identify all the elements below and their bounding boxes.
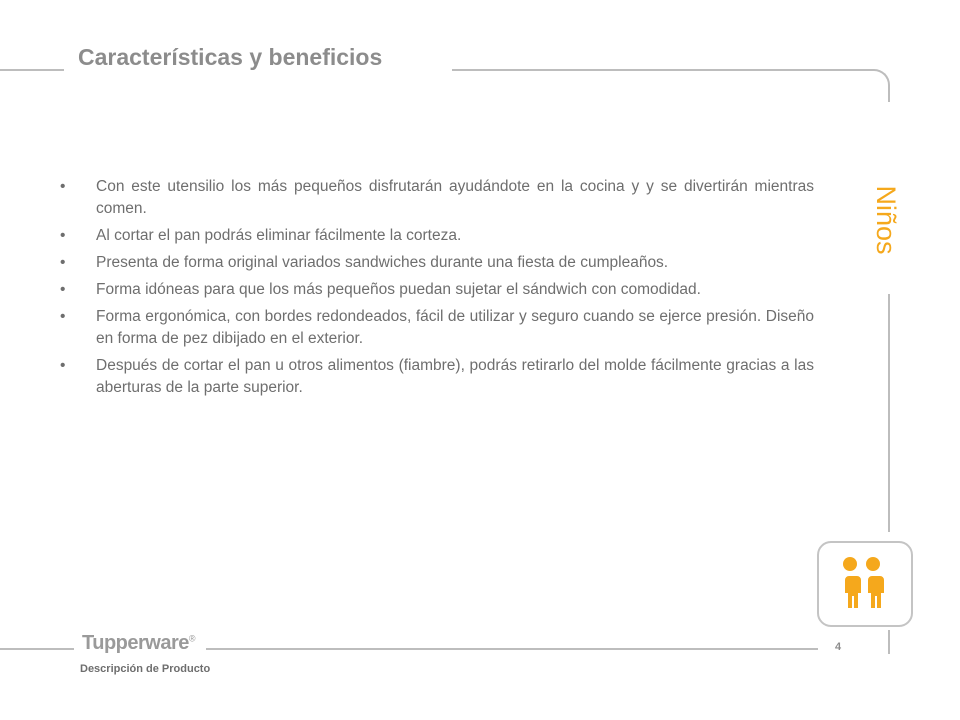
- list-item-text: Al cortar el pan podrás eliminar fácilmente la corteza.: [96, 227, 462, 244]
- list-item: [60, 176, 814, 220]
- bullet-marker: •: [60, 227, 66, 244]
- list-item-text: Forma idóneas para que los más pequeños puedan sujetar el sándwich con comodidad.: [96, 281, 701, 298]
- bullet-marker: •: [60, 308, 66, 325]
- header-rule-left: [0, 69, 64, 71]
- footer-description: Descripción de Producto: [80, 663, 211, 675]
- footer-rule-left: [0, 648, 74, 650]
- list-item: [60, 225, 814, 247]
- footer-rule-right: [206, 648, 818, 650]
- registered-mark: ®: [188, 633, 196, 644]
- brand-logo: [82, 632, 195, 655]
- children-icon: [819, 543, 911, 625]
- section-label: Niños: [871, 185, 901, 255]
- right-rule-bottom: [888, 630, 890, 654]
- list-item: [60, 279, 814, 301]
- right-rule-middle: [888, 294, 890, 532]
- page-title: Características y beneficios: [78, 44, 383, 70]
- list-item-text: Forma ergonómica, con bordes redondeados, fácil de utilizar y seguro cuando se ejerce presión. Diseño en forma de pez dibijado en el exterior.: [96, 308, 814, 347]
- bullet-marker: •: [60, 178, 66, 195]
- list-item: [60, 306, 814, 350]
- feature-list: [60, 176, 814, 404]
- list-item-text: Después de cortar el pan u otros alimentos (fiambre), podrás retirarlo del molde fácilmente gracias a las aberturas de la parte superior.: [96, 357, 814, 396]
- children-badge: [817, 541, 913, 627]
- list-item-text: Con este utensilio los más pequeños disfrutarán ayudándote en la cocina y y se divertirán mientras comen.: [96, 178, 814, 217]
- bullet-marker: •: [60, 281, 66, 298]
- header-rule-corner: [868, 69, 890, 91]
- brand-name: Tupperware: [82, 632, 189, 654]
- list-item: [60, 355, 814, 399]
- list-item: [60, 252, 814, 274]
- page-number: 4: [834, 641, 842, 653]
- right-rule-top: [888, 90, 890, 102]
- header-rule-right: [452, 69, 872, 71]
- bullet-marker: •: [60, 357, 66, 374]
- bullet-marker: •: [60, 254, 66, 271]
- list-item-text: Presenta de forma original variados sandwiches durante una fiesta de cumpleaños.: [96, 254, 669, 271]
